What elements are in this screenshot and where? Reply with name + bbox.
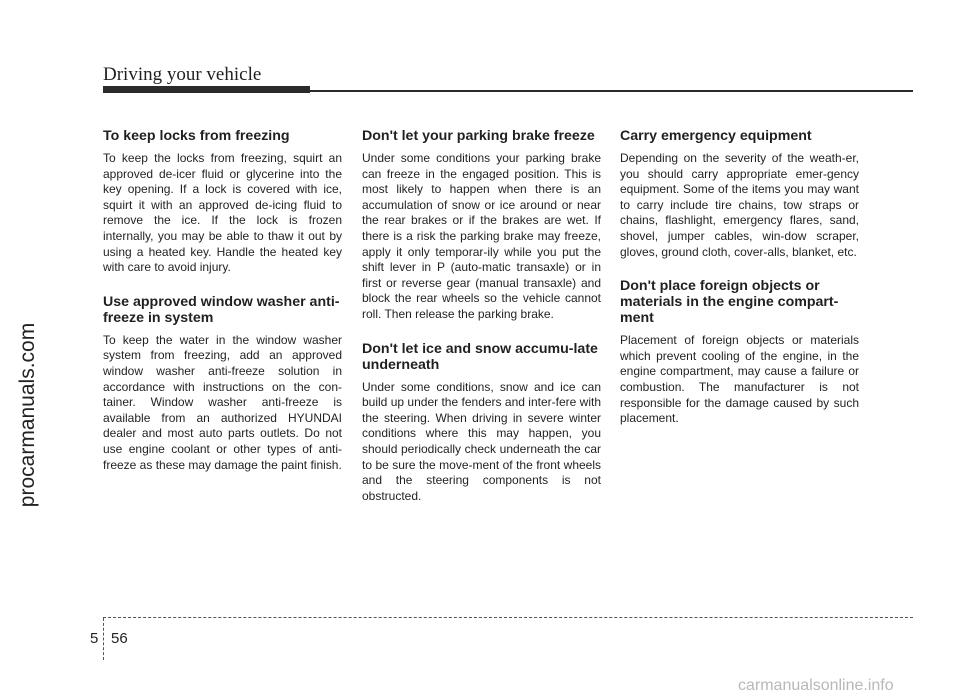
section-heading: To keep locks from freezing — [103, 128, 290, 144]
section-emergency-equipment — [620, 128, 859, 260]
section-body: Placement of foreign objects or materials which prevent cooling of the engine, in the engine compartment, may cause a failure or combustion. The manufacturer is not responsible for the damage caused by such placement. — [620, 333, 859, 426]
section-body: To keep the water in the window washer system from freezing, add an approved window washer anti-freeze solution in accordance with instructions on the con-tainer. Window washer anti-freeze is available from an authorized HYUNDAI dealer and most auto parts outlets. Do not use engine coolant or other types of anti-freeze as these may damage the paint finish. — [103, 332, 342, 472]
column-middle — [362, 128, 601, 522]
side-watermark: procarmanuals.com — [16, 322, 39, 508]
header-accent-bar — [103, 86, 310, 93]
section-washer-antifreeze — [103, 294, 342, 473]
column-right — [620, 128, 859, 445]
chapter-number: 5 — [90, 630, 99, 647]
section-body: Under some conditions, snow and ice can build up under the fenders and inter-fere with the steering. When driving in severe winter conditions where this may happen, you should periodically check underneath the car to be sure the move-ment of the front wheels and the steering components is not obstructed. — [362, 379, 601, 503]
section-locks-freezing — [103, 128, 342, 276]
section-heading: Use approved window washer anti-freeze in system — [103, 293, 340, 326]
section-heading: Don't let ice and snow accumu-late underneath — [362, 340, 598, 373]
section-heading: Don't place foreign objects or materials in the engine compart-ment — [620, 278, 839, 327]
section-parking-brake — [362, 128, 601, 323]
section-ice-snow — [362, 341, 601, 505]
section-foreign-objects — [620, 278, 859, 427]
section-body: Depending on the severity of the weath-er, you should carry appropriate emer-gency equipment. Some of the items you may want to carry include tire chains, tow straps or chains, flashlight, emergency flares, sand, shovel, jumper cables, win-dow scraper, gloves, ground cloth, cover-alls, blanket, etc. — [620, 151, 859, 259]
section-body: Under some conditions your parking brake can freeze in the engaged position. This is most likely to happen when there is an accumulation of snow or ice around or near the rear brakes or if the brakes are wet. If there is a risk the parking brake may freeze, apply it only temporar-ily while you put the shift lever in P (auto-matic transaxle) or in first or reverse gear (manual transaxle) and block the rear wheels so the vehicle cannot roll. Then release the parking brake. — [362, 151, 601, 321]
section-title: Driving your vehicle — [103, 64, 262, 85]
bottom-watermark: carmanualsonline.info — [738, 677, 894, 694]
section-body: To keep the locks from freezing, squirt an approved de-icer fluid or glycerine into the key opening. If a lock is covered with ice, squirt it with an approved de-icing fluid to remove the ice. If the lock is frozen internally, you may be able to thaw it out by using a heated key. Handle the heated key with care to avoid injury. — [103, 151, 342, 275]
page-number: 56 — [111, 630, 128, 647]
footer-vertical-divider — [103, 618, 104, 660]
section-heading: Carry emergency equipment — [620, 128, 812, 144]
footer-divider — [103, 617, 913, 618]
section-heading: Don't let your parking brake freeze — [362, 128, 595, 144]
header-divider — [310, 90, 913, 92]
column-left — [103, 128, 342, 491]
